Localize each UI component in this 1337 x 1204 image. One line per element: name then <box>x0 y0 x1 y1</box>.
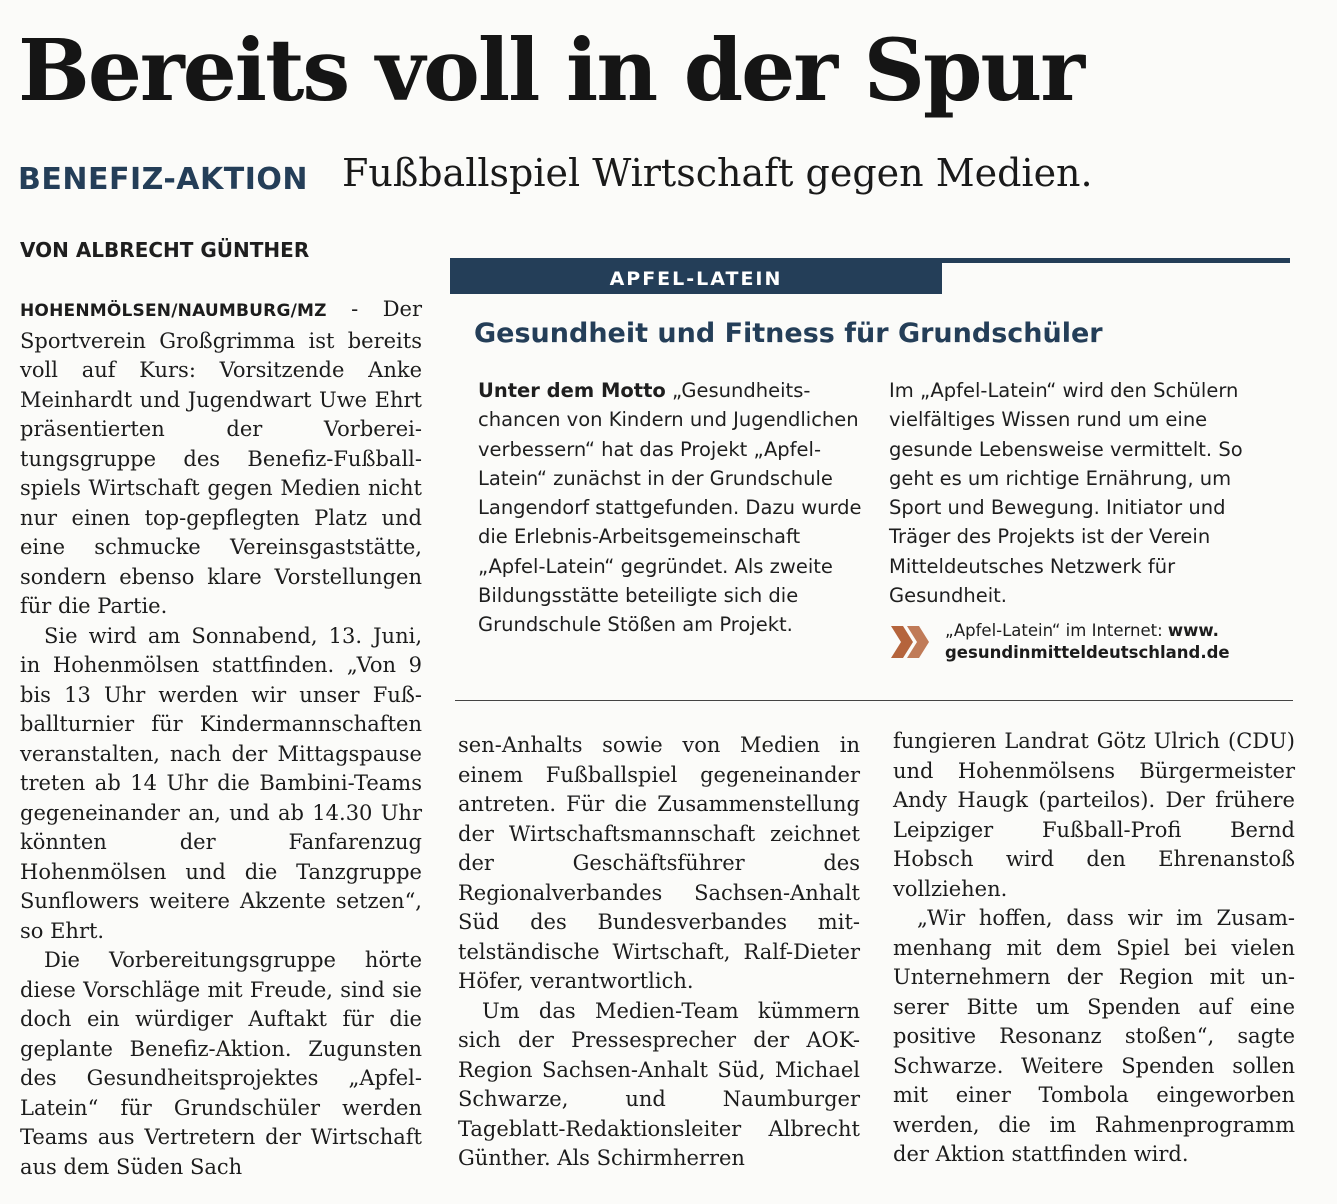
weblink-prefix: „Apfel-Latein“ im Internet: <box>945 621 1168 640</box>
article-paragraph: Um das Medien-Team kümmern sich der Pressesprecher der AOK-Region Sachsen-Anhalt Süd, Michael Schwarze, und Naumburger Tageblatt-Redaktionsleiter Albrecht Günther. Als Schirmherren <box>458 998 860 1170</box>
article-column-2 <box>458 731 860 1174</box>
infobox-column-2 <box>889 376 1269 610</box>
article-column-3 <box>893 727 1295 1170</box>
infobox-weblink[interactable] <box>889 620 1230 664</box>
infobox-column-1 <box>478 376 866 640</box>
weblink-url-part2[interactable]: gesundinmitteldeutschland.de <box>945 643 1230 662</box>
infobox-paragraph <box>478 376 866 640</box>
article-column-1 <box>20 295 422 1182</box>
infobox-bottom-rule <box>455 700 1293 701</box>
dateline: HOHENMÖLSEN/NAUMBURG/MZ <box>20 301 327 321</box>
infobox-title: Gesundheit und Fitness für Grundschüler <box>474 318 1103 349</box>
article-paragraph <box>20 295 422 622</box>
infobox-paragraph: Im „Apfel-Latein“ wird den Schülern vielfältiges Wissen rund um eine gesunde Lebensweise vermittelt. So geht es um richtige Ernährung, um Sport und Bewegung. Initiator und Träger des Projekts ist der Verein Mitteldeutsches Netzwerk für Gesundheit. <box>889 379 1243 608</box>
paragraph-text: - Der Sportverein Großgrimma ist bereits voll auf Kurs: Vorsitzende Anke Meinhardt und Jugendwart Uwe Ehrt präsentierten der Vorbereitungsgruppe des Benefiz-Fußballspiels Wirtschaft gegen Medien nicht nur einen top-gepflegten Platz und eine schmucke Vereinsgaststätte, sondern ebenso klare Vorstellungen für die Partie. <box>20 297 422 618</box>
subheadline: Fußballspiel Wirtschaft gegen Medien. <box>342 151 1093 195</box>
infobox-text: „Gesundheitschancen von Kindern und Jugendlichen verbessern“ hat das Projekt „Apfel-Latein“ zunächst in der Grundschule Langendorf stattgefunden. Dazu wurde die Erlebnis-Arbeitsgemeinschaft „Apfel-Latein“ gegründet. Als zweite Bildungsstätte beteiligte sich die Grundschule Stößen am Projekt. <box>478 379 862 637</box>
article-paragraph: fungieren Landrat Götz Ulrich (CDU) und Hohenmölsens Bürgermeister Andy Haugk (parteilos). Der frühere Leipziger Fußball-Profi Bernd Hobsch wird den Ehrenanstoß vollziehen. <box>893 729 1295 901</box>
article-paragraph: sen-Anhalts sowie von Medien in einem Fußballspiel gegeneinander antreten. Für die Zusammenstellung der Wirtschaftsmannschaft zeichnet der Geschäftsführer des Regionalverbandes Sachsen-Anhalt Süd des Bundesverbandes mittelständische Wirtschaft, Ralf-Dieter Höfer, verantwortlich. <box>458 733 860 993</box>
weblink-text[interactable] <box>945 620 1230 664</box>
weblink-url-part1[interactable]: www. <box>1167 621 1219 640</box>
byline: VON ALBRECHT GÜNTHER <box>20 238 310 262</box>
kicker-label: BENEFIZ-AKTION <box>18 162 308 197</box>
double-arrow-icon <box>889 622 933 662</box>
article-paragraph: Sie wird am Sonnabend, 13. Juni, in Hohenmölsen stattfinden. „Von 9 bis 13 Uhr werden wir unser Fußballturnier für Kindermannschaften veranstalten, nach der Mittagspause treten ab 14 Uhr die Bambini-Teams gegeneinander an, und ab 14.30 Uhr könnten der Fanfarenzug Hohenmölsen und die Tanzgruppe Sunflowers weitere Akzente setzen“, so Ehrt. <box>20 623 422 943</box>
infobox-lead: Unter dem Motto <box>478 379 666 402</box>
article-paragraph: „Wir hoffen, dass wir im Zusammenhang mit dem Spiel bei vielen Unternehmern der Region mit unserer Bitte um Spenden auf eine positive Resonanz stoßen“, sagte Schwarze. Weitere Spenden sollen mit einer Tombola eingeworben werden, die im Rahmenprogramm der Aktion stattfinden wird. <box>893 906 1295 1166</box>
headline: Bereits voll in der Spur <box>18 21 1084 121</box>
infobox-tab: APFEL-LATEIN <box>450 262 942 294</box>
article-paragraph: Die Vorbereitungsgruppe hörte diese Vorschläge mit Freude, sind sie doch ein würdiger Auftakt für die geplante Benefiz-Aktion. Zugunsten des Gesundheitsprojektes „Apfel-Latein“ für Grundschüler werden Teams aus Vertretern der Wirtschaft aus dem Süden Sach <box>20 948 422 1179</box>
